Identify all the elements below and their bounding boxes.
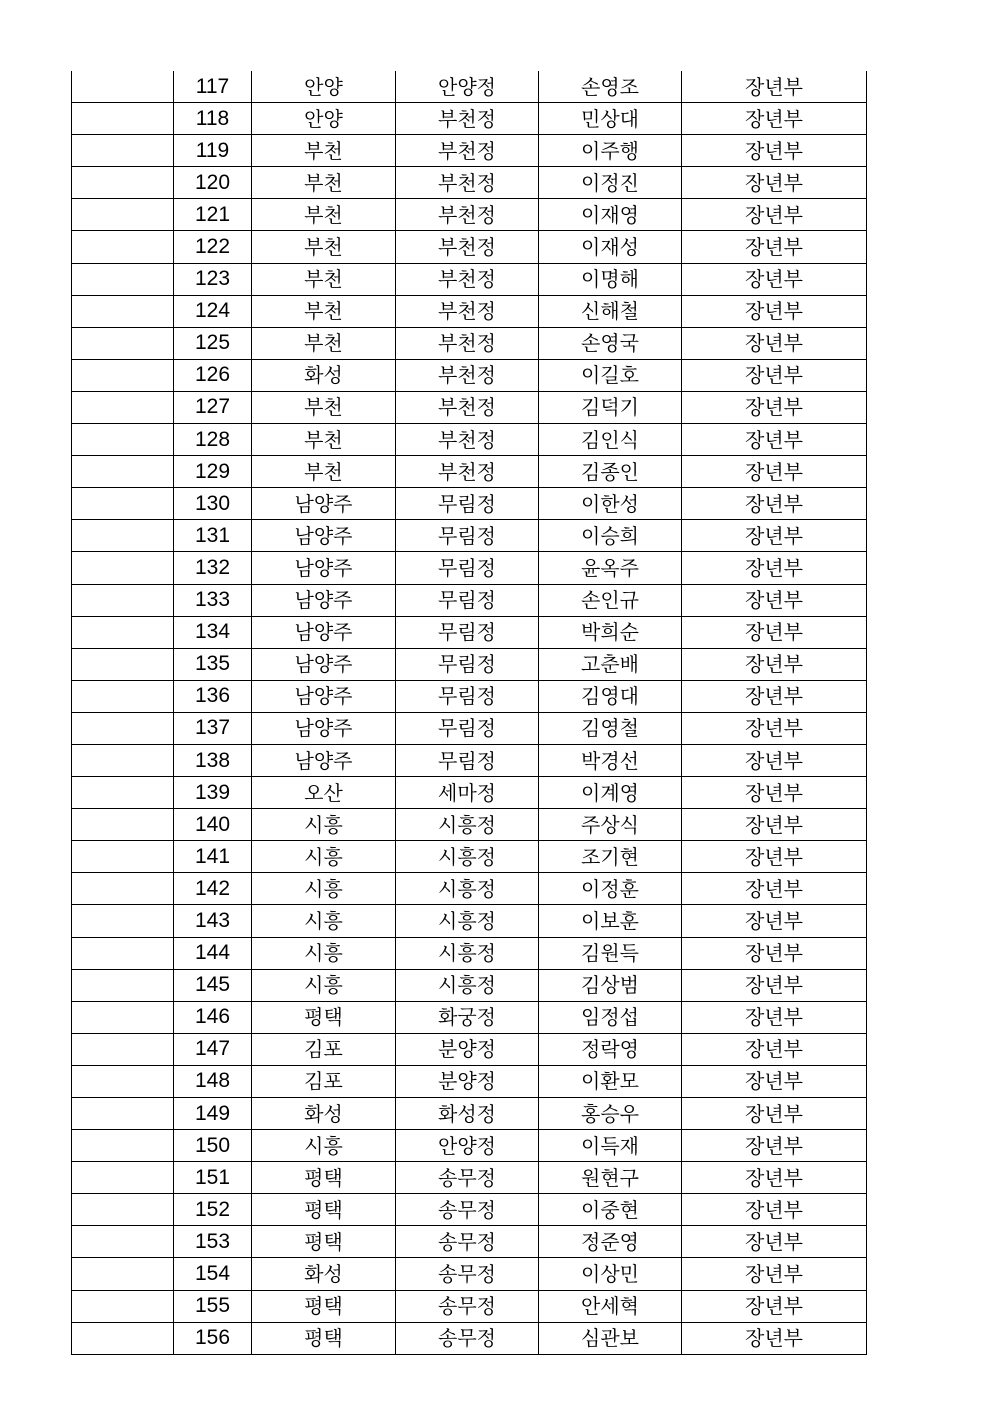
branch-cell: 분양정 xyxy=(396,1065,539,1097)
region-cell: 부천 xyxy=(252,135,396,167)
number-cell: 145 xyxy=(174,969,252,1001)
name-cell: 고춘배 xyxy=(539,648,682,680)
region-cell: 평택 xyxy=(252,1194,396,1226)
name-cell: 민상대 xyxy=(539,103,682,135)
division-cell: 장년부 xyxy=(682,1065,867,1097)
branch-cell: 부천정 xyxy=(396,359,539,391)
division-cell: 장년부 xyxy=(682,1290,867,1322)
division-cell: 장년부 xyxy=(682,1226,867,1258)
region-cell: 김포 xyxy=(252,1033,396,1065)
table-row xyxy=(72,1098,867,1130)
blank-cell xyxy=(72,937,174,969)
table-row xyxy=(72,1162,867,1194)
division-cell: 장년부 xyxy=(682,809,867,841)
region-cell: 시흥 xyxy=(252,809,396,841)
region-cell: 시흥 xyxy=(252,873,396,905)
region-cell: 화성 xyxy=(252,359,396,391)
branch-cell: 송무정 xyxy=(396,1322,539,1354)
division-cell: 장년부 xyxy=(682,424,867,456)
division-cell: 장년부 xyxy=(682,456,867,488)
name-cell: 김덕기 xyxy=(539,391,682,423)
blank-cell xyxy=(72,552,174,584)
blank-cell xyxy=(72,1001,174,1033)
number-cell: 125 xyxy=(174,327,252,359)
name-cell: 신해철 xyxy=(539,295,682,327)
region-cell: 부천 xyxy=(252,456,396,488)
region-cell: 김포 xyxy=(252,1065,396,1097)
number-cell: 147 xyxy=(174,1033,252,1065)
name-cell: 김상범 xyxy=(539,969,682,1001)
branch-cell: 부천정 xyxy=(396,424,539,456)
division-cell: 장년부 xyxy=(682,1322,867,1354)
number-cell: 141 xyxy=(174,841,252,873)
region-cell: 화성 xyxy=(252,1098,396,1130)
region-cell: 오산 xyxy=(252,777,396,809)
number-cell: 151 xyxy=(174,1162,252,1194)
blank-cell xyxy=(72,456,174,488)
name-cell: 손인규 xyxy=(539,584,682,616)
name-cell: 김영대 xyxy=(539,680,682,712)
region-cell: 평택 xyxy=(252,1226,396,1258)
branch-cell: 송무정 xyxy=(396,1226,539,1258)
table-row xyxy=(72,712,867,744)
branch-cell: 무림정 xyxy=(396,648,539,680)
branch-cell: 무림정 xyxy=(396,520,539,552)
blank-cell xyxy=(72,584,174,616)
table-row xyxy=(72,1194,867,1226)
number-cell: 132 xyxy=(174,552,252,584)
name-cell: 김인식 xyxy=(539,424,682,456)
blank-cell xyxy=(72,744,174,776)
branch-cell: 시흥정 xyxy=(396,969,539,1001)
blank-cell xyxy=(72,680,174,712)
region-cell: 부천 xyxy=(252,327,396,359)
number-cell: 154 xyxy=(174,1258,252,1290)
table-row xyxy=(72,552,867,584)
name-cell: 손영국 xyxy=(539,327,682,359)
number-cell: 120 xyxy=(174,167,252,199)
blank-cell xyxy=(72,1162,174,1194)
division-cell: 장년부 xyxy=(682,103,867,135)
table-row xyxy=(72,841,867,873)
name-cell: 김원득 xyxy=(539,937,682,969)
table-row xyxy=(72,1322,867,1354)
branch-cell: 부천정 xyxy=(396,295,539,327)
number-cell: 142 xyxy=(174,873,252,905)
branch-cell: 무림정 xyxy=(396,680,539,712)
number-cell: 138 xyxy=(174,744,252,776)
region-cell: 남양주 xyxy=(252,648,396,680)
division-cell: 장년부 xyxy=(682,520,867,552)
branch-cell: 안양정 xyxy=(396,71,539,103)
blank-cell xyxy=(72,648,174,680)
number-cell: 131 xyxy=(174,520,252,552)
region-cell: 남양주 xyxy=(252,488,396,520)
blank-cell xyxy=(72,488,174,520)
name-cell: 주상식 xyxy=(539,809,682,841)
blank-cell xyxy=(72,263,174,295)
branch-cell: 부천정 xyxy=(396,391,539,423)
number-cell: 135 xyxy=(174,648,252,680)
table-row xyxy=(72,1290,867,1322)
table-row xyxy=(72,873,867,905)
region-cell: 남양주 xyxy=(252,552,396,584)
branch-cell: 무림정 xyxy=(396,616,539,648)
table-row xyxy=(72,424,867,456)
branch-cell: 무림정 xyxy=(396,488,539,520)
name-cell: 정준영 xyxy=(539,1226,682,1258)
name-cell: 임정섭 xyxy=(539,1001,682,1033)
name-cell: 이보훈 xyxy=(539,905,682,937)
blank-cell xyxy=(72,231,174,263)
number-cell: 123 xyxy=(174,263,252,295)
number-cell: 156 xyxy=(174,1322,252,1354)
region-cell: 남양주 xyxy=(252,744,396,776)
name-cell: 윤옥주 xyxy=(539,552,682,584)
division-cell: 장년부 xyxy=(682,969,867,1001)
table-row xyxy=(72,103,867,135)
branch-cell: 시흥정 xyxy=(396,905,539,937)
division-cell: 장년부 xyxy=(682,905,867,937)
table-row xyxy=(72,777,867,809)
division-cell: 장년부 xyxy=(682,488,867,520)
name-cell: 이환모 xyxy=(539,1065,682,1097)
name-cell: 이계영 xyxy=(539,777,682,809)
number-cell: 137 xyxy=(174,712,252,744)
branch-cell: 부천정 xyxy=(396,263,539,295)
name-cell: 박경선 xyxy=(539,744,682,776)
blank-cell xyxy=(72,1033,174,1065)
name-cell: 조기현 xyxy=(539,841,682,873)
name-cell: 손영조 xyxy=(539,71,682,103)
region-cell: 부천 xyxy=(252,391,396,423)
name-cell: 홍승우 xyxy=(539,1098,682,1130)
region-cell: 부천 xyxy=(252,295,396,327)
branch-cell: 부천정 xyxy=(396,456,539,488)
region-cell: 평택 xyxy=(252,1162,396,1194)
roster-table xyxy=(71,71,867,1355)
division-cell: 장년부 xyxy=(682,584,867,616)
branch-cell: 송무정 xyxy=(396,1258,539,1290)
name-cell: 이재영 xyxy=(539,199,682,231)
branch-cell: 시흥정 xyxy=(396,937,539,969)
region-cell: 시흥 xyxy=(252,905,396,937)
division-cell: 장년부 xyxy=(682,841,867,873)
region-cell: 부천 xyxy=(252,263,396,295)
name-cell: 안세혁 xyxy=(539,1290,682,1322)
branch-cell: 부천정 xyxy=(396,135,539,167)
blank-cell xyxy=(72,1065,174,1097)
branch-cell: 세마정 xyxy=(396,777,539,809)
table-row xyxy=(72,167,867,199)
name-cell: 이재성 xyxy=(539,231,682,263)
division-cell: 장년부 xyxy=(682,777,867,809)
region-cell: 시흥 xyxy=(252,937,396,969)
table-row xyxy=(72,1033,867,1065)
region-cell: 시흥 xyxy=(252,841,396,873)
name-cell: 이정진 xyxy=(539,167,682,199)
division-cell: 장년부 xyxy=(682,1194,867,1226)
name-cell: 원현구 xyxy=(539,1162,682,1194)
table-row xyxy=(72,199,867,231)
branch-cell: 무림정 xyxy=(396,584,539,616)
region-cell: 부천 xyxy=(252,167,396,199)
division-cell: 장년부 xyxy=(682,937,867,969)
table-row xyxy=(72,809,867,841)
number-cell: 118 xyxy=(174,103,252,135)
table-row xyxy=(72,488,867,520)
table-row xyxy=(72,295,867,327)
region-cell: 안양 xyxy=(252,103,396,135)
division-cell: 장년부 xyxy=(682,263,867,295)
name-cell: 이주행 xyxy=(539,135,682,167)
table-row xyxy=(72,391,867,423)
blank-cell xyxy=(72,391,174,423)
blank-cell xyxy=(72,135,174,167)
branch-cell: 안양정 xyxy=(396,1130,539,1162)
division-cell: 장년부 xyxy=(682,744,867,776)
table-row xyxy=(72,616,867,648)
number-cell: 152 xyxy=(174,1194,252,1226)
number-cell: 117 xyxy=(174,71,252,103)
blank-cell xyxy=(72,1226,174,1258)
number-cell: 150 xyxy=(174,1130,252,1162)
division-cell: 장년부 xyxy=(682,327,867,359)
blank-cell xyxy=(72,199,174,231)
division-cell: 장년부 xyxy=(682,552,867,584)
table-row xyxy=(72,648,867,680)
name-cell: 이상민 xyxy=(539,1258,682,1290)
division-cell: 장년부 xyxy=(682,1162,867,1194)
division-cell: 장년부 xyxy=(682,71,867,103)
branch-cell: 부천정 xyxy=(396,167,539,199)
branch-cell: 무림정 xyxy=(396,712,539,744)
name-cell: 이명해 xyxy=(539,263,682,295)
region-cell: 평택 xyxy=(252,1001,396,1033)
number-cell: 149 xyxy=(174,1098,252,1130)
branch-cell: 송무정 xyxy=(396,1194,539,1226)
name-cell: 이득재 xyxy=(539,1130,682,1162)
region-cell: 남양주 xyxy=(252,584,396,616)
division-cell: 장년부 xyxy=(682,1130,867,1162)
blank-cell xyxy=(72,873,174,905)
number-cell: 119 xyxy=(174,135,252,167)
number-cell: 139 xyxy=(174,777,252,809)
number-cell: 124 xyxy=(174,295,252,327)
number-cell: 133 xyxy=(174,584,252,616)
number-cell: 127 xyxy=(174,391,252,423)
table-row xyxy=(72,1130,867,1162)
blank-cell xyxy=(72,424,174,456)
blank-cell xyxy=(72,1098,174,1130)
division-cell: 장년부 xyxy=(682,391,867,423)
division-cell: 장년부 xyxy=(682,873,867,905)
number-cell: 128 xyxy=(174,424,252,456)
region-cell: 부천 xyxy=(252,424,396,456)
number-cell: 144 xyxy=(174,937,252,969)
blank-cell xyxy=(72,1130,174,1162)
blank-cell xyxy=(72,777,174,809)
branch-cell: 시흥정 xyxy=(396,809,539,841)
number-cell: 130 xyxy=(174,488,252,520)
table-row xyxy=(72,263,867,295)
blank-cell xyxy=(72,359,174,391)
region-cell: 부천 xyxy=(252,231,396,263)
branch-cell: 무림정 xyxy=(396,744,539,776)
blank-cell xyxy=(72,809,174,841)
blank-cell xyxy=(72,616,174,648)
table-row xyxy=(72,1226,867,1258)
name-cell: 이승희 xyxy=(539,520,682,552)
region-cell: 남양주 xyxy=(252,616,396,648)
table-row xyxy=(72,520,867,552)
table-row xyxy=(72,969,867,1001)
region-cell: 남양주 xyxy=(252,520,396,552)
table-row xyxy=(72,1065,867,1097)
number-cell: 153 xyxy=(174,1226,252,1258)
region-cell: 시흥 xyxy=(252,969,396,1001)
branch-cell: 화성정 xyxy=(396,1098,539,1130)
blank-cell xyxy=(72,295,174,327)
table-row xyxy=(72,1258,867,1290)
blank-cell xyxy=(72,1322,174,1354)
region-cell: 시흥 xyxy=(252,1130,396,1162)
division-cell: 장년부 xyxy=(682,1258,867,1290)
region-cell: 평택 xyxy=(252,1290,396,1322)
number-cell: 155 xyxy=(174,1290,252,1322)
branch-cell: 부천정 xyxy=(396,327,539,359)
division-cell: 장년부 xyxy=(682,712,867,744)
division-cell: 장년부 xyxy=(682,167,867,199)
table-row xyxy=(72,1001,867,1033)
branch-cell: 부천정 xyxy=(396,103,539,135)
table-row xyxy=(72,327,867,359)
division-cell: 장년부 xyxy=(682,648,867,680)
region-cell: 남양주 xyxy=(252,680,396,712)
blank-cell xyxy=(72,712,174,744)
name-cell: 이중현 xyxy=(539,1194,682,1226)
table-row xyxy=(72,937,867,969)
name-cell: 정락영 xyxy=(539,1033,682,1065)
table-row xyxy=(72,456,867,488)
name-cell: 심관보 xyxy=(539,1322,682,1354)
blank-cell xyxy=(72,71,174,103)
table-row xyxy=(72,905,867,937)
region-cell: 남양주 xyxy=(252,712,396,744)
name-cell: 김종인 xyxy=(539,456,682,488)
name-cell: 김영철 xyxy=(539,712,682,744)
branch-cell: 부천정 xyxy=(396,199,539,231)
blank-cell xyxy=(72,841,174,873)
number-cell: 143 xyxy=(174,905,252,937)
blank-cell xyxy=(72,969,174,1001)
blank-cell xyxy=(72,1194,174,1226)
branch-cell: 화궁정 xyxy=(396,1001,539,1033)
branch-cell: 시흥정 xyxy=(396,841,539,873)
table-row xyxy=(72,584,867,616)
table-row xyxy=(72,71,867,103)
number-cell: 140 xyxy=(174,809,252,841)
division-cell: 장년부 xyxy=(682,1098,867,1130)
branch-cell: 무림정 xyxy=(396,552,539,584)
division-cell: 장년부 xyxy=(682,680,867,712)
table-row xyxy=(72,744,867,776)
region-cell: 화성 xyxy=(252,1258,396,1290)
name-cell: 박희순 xyxy=(539,616,682,648)
branch-cell: 송무정 xyxy=(396,1162,539,1194)
number-cell: 134 xyxy=(174,616,252,648)
number-cell: 136 xyxy=(174,680,252,712)
blank-cell xyxy=(72,520,174,552)
division-cell: 장년부 xyxy=(682,295,867,327)
division-cell: 장년부 xyxy=(682,616,867,648)
table-row xyxy=(72,680,867,712)
blank-cell xyxy=(72,167,174,199)
table-row xyxy=(72,135,867,167)
blank-cell xyxy=(72,1258,174,1290)
division-cell: 장년부 xyxy=(682,1001,867,1033)
division-cell: 장년부 xyxy=(682,231,867,263)
division-cell: 장년부 xyxy=(682,199,867,231)
table-row xyxy=(72,359,867,391)
roster-body xyxy=(72,71,867,1354)
division-cell: 장년부 xyxy=(682,359,867,391)
blank-cell xyxy=(72,905,174,937)
branch-cell: 부천정 xyxy=(396,231,539,263)
table-row xyxy=(72,231,867,263)
blank-cell xyxy=(72,1290,174,1322)
region-cell: 부천 xyxy=(252,199,396,231)
branch-cell: 송무정 xyxy=(396,1290,539,1322)
number-cell: 126 xyxy=(174,359,252,391)
number-cell: 148 xyxy=(174,1065,252,1097)
number-cell: 129 xyxy=(174,456,252,488)
region-cell: 평택 xyxy=(252,1322,396,1354)
blank-cell xyxy=(72,103,174,135)
number-cell: 122 xyxy=(174,231,252,263)
division-cell: 장년부 xyxy=(682,135,867,167)
blank-cell xyxy=(72,327,174,359)
name-cell: 이정훈 xyxy=(539,873,682,905)
division-cell: 장년부 xyxy=(682,1033,867,1065)
region-cell: 안양 xyxy=(252,71,396,103)
name-cell: 이한성 xyxy=(539,488,682,520)
branch-cell: 분양정 xyxy=(396,1033,539,1065)
number-cell: 146 xyxy=(174,1001,252,1033)
name-cell: 이길호 xyxy=(539,359,682,391)
number-cell: 121 xyxy=(174,199,252,231)
branch-cell: 시흥정 xyxy=(396,873,539,905)
